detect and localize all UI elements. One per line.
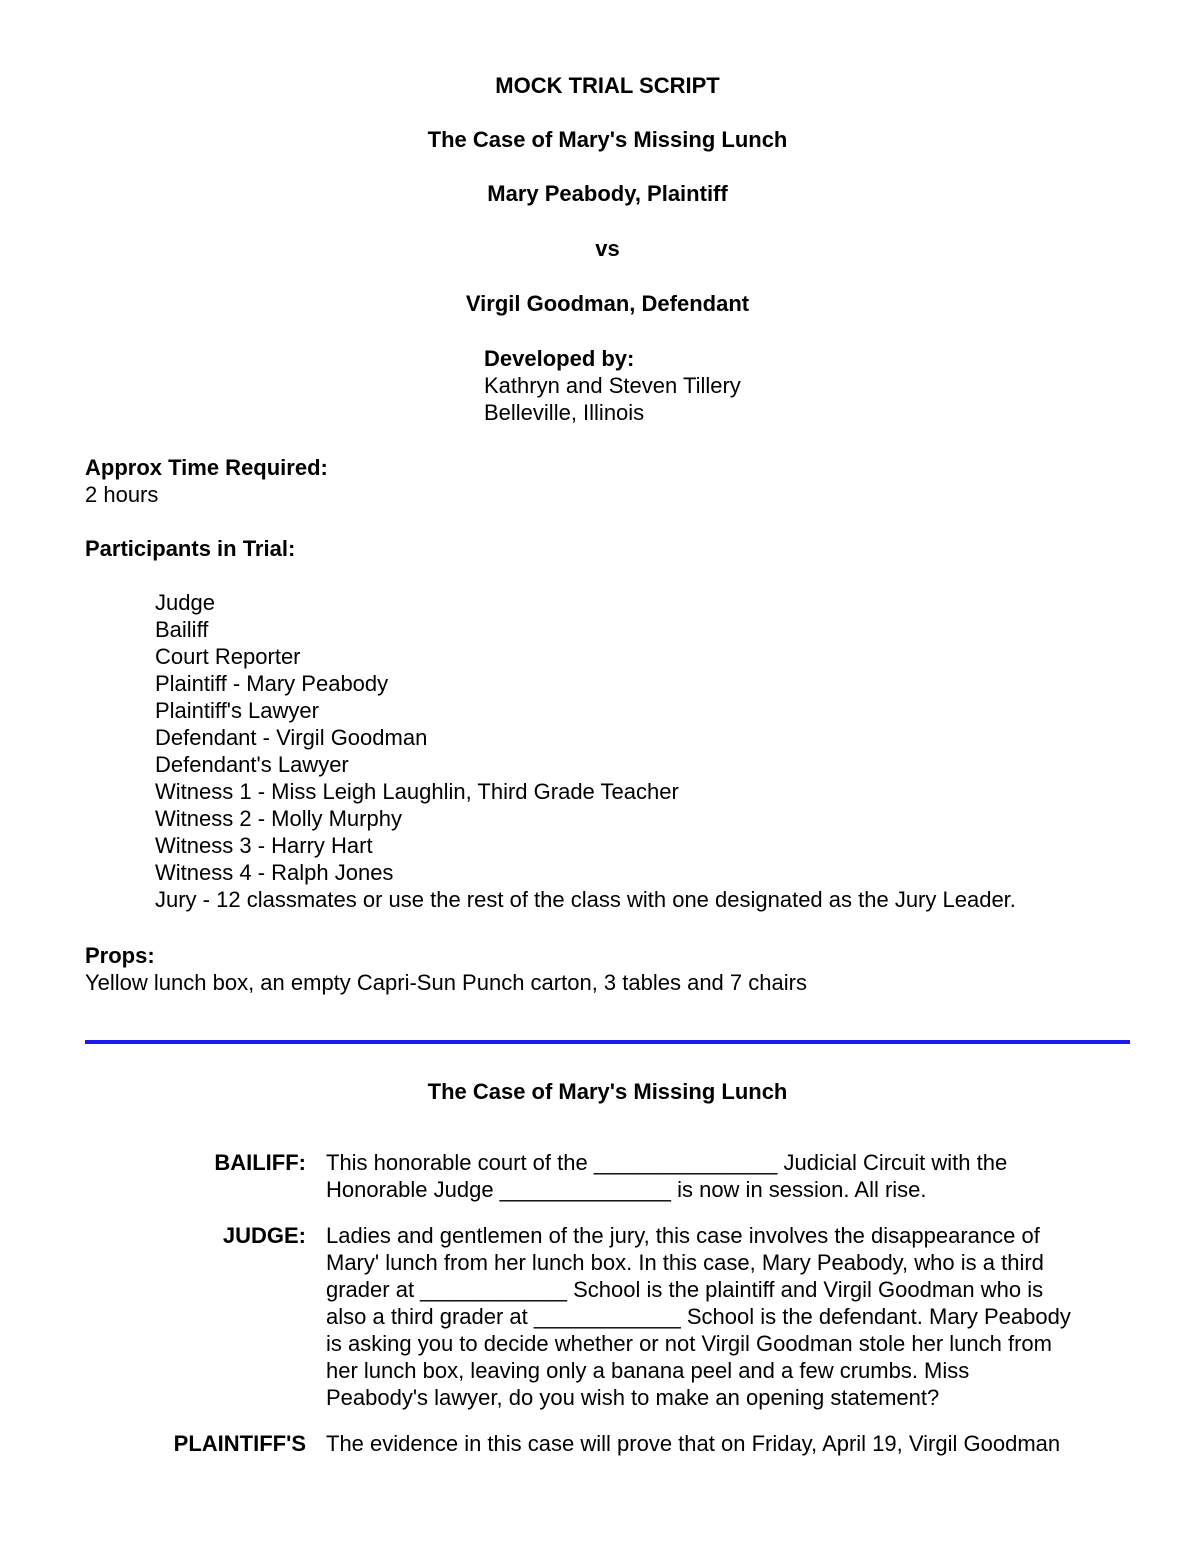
- list-item: Defendant - Virgil Goodman: [155, 725, 428, 750]
- time-required-value: 2 hours: [85, 482, 159, 507]
- props-label: Props:: [85, 943, 155, 968]
- list-item: Court Reporter: [155, 644, 301, 669]
- developed-by-label: Developed by:: [484, 346, 635, 371]
- case-title: The Case of Mary's Missing Lunch: [427, 127, 788, 152]
- dialogue-line: This honorable court of the _______________ Judicial Circuit with the: [326, 1150, 1008, 1175]
- time-required-label: Approx Time Required:: [85, 455, 328, 480]
- list-item: Plaintiff's Lawyer: [155, 698, 319, 723]
- script-title: The Case of Mary's Missing Lunch: [427, 1079, 788, 1104]
- plaintiff-line: Mary Peabody, Plaintiff: [487, 181, 728, 206]
- props-value: Yellow lunch box, an empty Capri-Sun Punch carton, 3 tables and 7 chairs: [85, 970, 807, 995]
- dialogue-line: Ladies and gentlemen of the jury, this case involves the disappearance of: [326, 1223, 1040, 1248]
- list-item: Jury - 12 classmates or use the rest of the class with one designated as the Jury Leader.: [155, 887, 1016, 912]
- participants-label: Participants in Trial:: [85, 536, 296, 561]
- list-item: Judge: [155, 590, 215, 615]
- developers-location: Belleville, Illinois: [484, 400, 645, 425]
- document-title: MOCK TRIAL SCRIPT: [495, 73, 720, 98]
- list-item: Defendant's Lawyer: [155, 752, 349, 777]
- dialogue-line: Peabody's lawyer, do you wish to make an opening statement?: [326, 1385, 940, 1410]
- section-divider: [85, 1040, 1130, 1044]
- list-item: Witness 2 - Molly Murphy: [155, 806, 402, 831]
- dialogue-line: is asking you to decide whether or not Virgil Goodman stole her lunch from: [326, 1331, 1052, 1356]
- list-item: Plaintiff - Mary Peabody: [155, 671, 389, 696]
- list-item: Witness 4 - Ralph Jones: [155, 860, 394, 885]
- list-item: Witness 3 - Harry Hart: [155, 833, 373, 858]
- time-required-block: [85, 454, 328, 508]
- dialogue-line: Honorable Judge ______________ is now in session. All rise.: [326, 1177, 927, 1202]
- props-block: [85, 942, 807, 996]
- list-item: Bailiff: [155, 617, 209, 642]
- defendant-line: Virgil Goodman, Defendant: [465, 291, 750, 316]
- developed-by-block: [484, 345, 741, 426]
- dialogue-line: Mary' lunch from her lunch box. In this case, Mary Peabody, who is a third: [326, 1250, 1044, 1275]
- developers-name: Kathryn and Steven Tillery: [484, 373, 741, 398]
- dialogue-line: also a third grader at ____________ School is the defendant. Mary Peabody: [326, 1304, 1071, 1329]
- dialogue-line: The evidence in this case will prove that on Friday, April 19, Virgil Goodman: [326, 1431, 1061, 1456]
- speaker-label-judge: JUDGE:: [222, 1223, 306, 1248]
- list-item: Witness 1 - Miss Leigh Laughlin, Third Grade Teacher: [155, 779, 679, 804]
- speaker-label-bailiff: BAILIFF:: [214, 1150, 306, 1175]
- dialogue-line: grader at ____________ School is the plaintiff and Virgil Goodman who is: [326, 1277, 1044, 1302]
- participants-list: [155, 589, 1016, 913]
- dialogue-line: her lunch box, leaving only a banana peel and a few crumbs. Miss: [326, 1358, 970, 1383]
- speaker-label-plaintiffs-lawyer: PLAINTIFF'S: [173, 1431, 306, 1456]
- vs-line: vs: [595, 236, 620, 261]
